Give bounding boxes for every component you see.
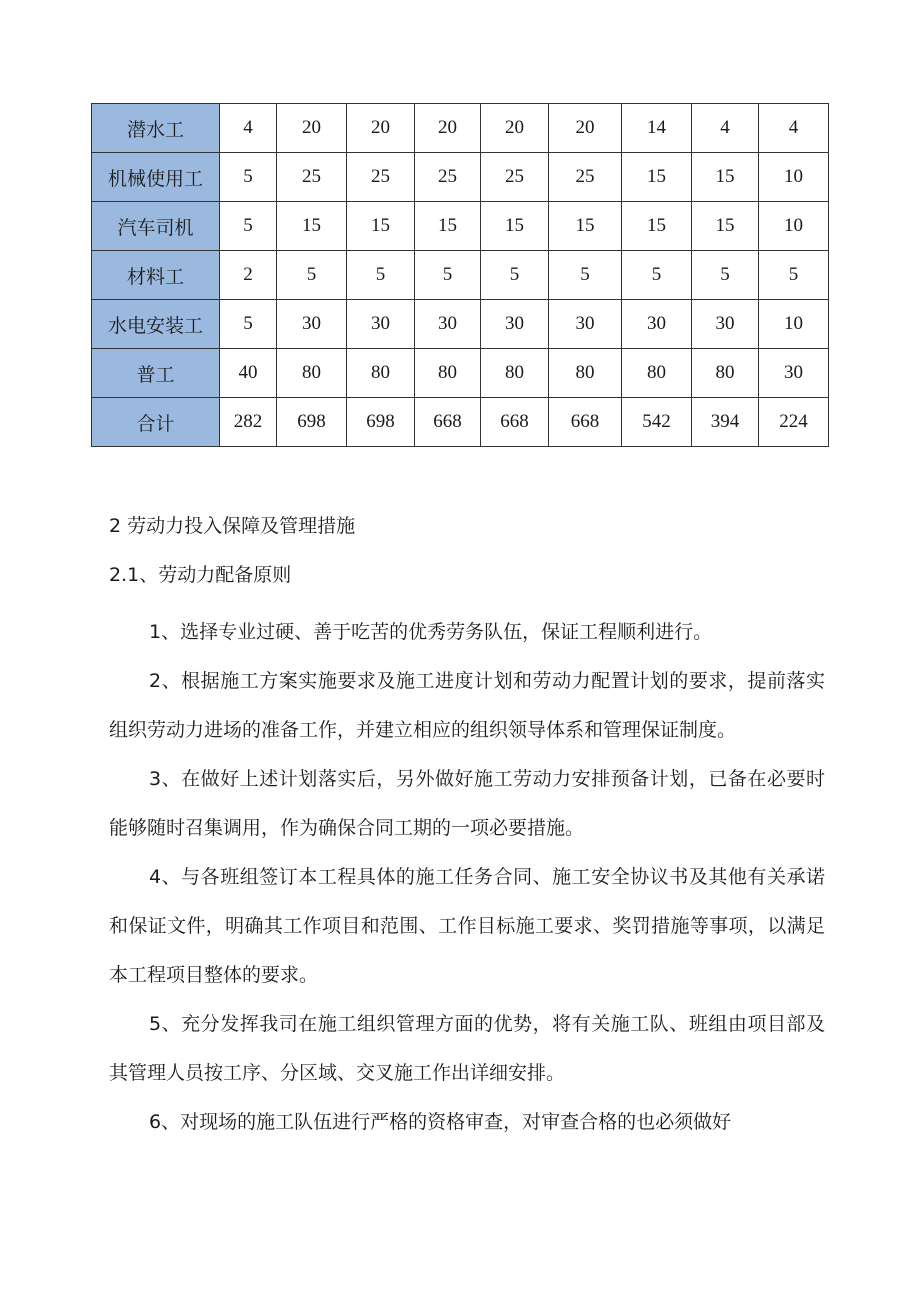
value-cell: 5 bbox=[220, 202, 277, 251]
value-cell: 25 bbox=[415, 153, 481, 202]
value-cell: 4 bbox=[759, 104, 829, 153]
value-cell: 15 bbox=[692, 202, 759, 251]
value-cell: 5 bbox=[622, 251, 692, 300]
value-cell: 5 bbox=[759, 251, 829, 300]
value-cell: 20 bbox=[277, 104, 347, 153]
value-cell: 2 bbox=[220, 251, 277, 300]
paragraph: 4、与各班组签订本工程具体的施工任务合同、施工安全协议书及其他有关承诺和保证文件，明确其工作项目和范围、工作目标施工要求、奖罚措施等事项，以满足本工程项目整体的要求。 bbox=[109, 866, 825, 986]
value-cell: 10 bbox=[759, 153, 829, 202]
body-text bbox=[109, 502, 825, 1147]
table-row bbox=[92, 300, 829, 349]
value-cell: 15 bbox=[622, 153, 692, 202]
row-label-cell: 机械使用工 bbox=[92, 153, 220, 202]
value-cell: 20 bbox=[481, 104, 549, 153]
row-label-cell: 潜水工 bbox=[92, 104, 220, 153]
value-cell: 25 bbox=[347, 153, 415, 202]
value-cell: 14 bbox=[622, 104, 692, 153]
value-cell: 15 bbox=[347, 202, 415, 251]
value-cell: 15 bbox=[415, 202, 481, 251]
table-row bbox=[92, 104, 829, 153]
value-cell: 15 bbox=[622, 202, 692, 251]
value-cell: 40 bbox=[220, 349, 277, 398]
value-cell: 5 bbox=[415, 251, 481, 300]
value-cell: 394 bbox=[692, 398, 759, 447]
value-cell: 30 bbox=[759, 349, 829, 398]
value-cell: 30 bbox=[622, 300, 692, 349]
table-row bbox=[92, 349, 829, 398]
value-cell: 80 bbox=[277, 349, 347, 398]
value-cell: 80 bbox=[481, 349, 549, 398]
value-cell: 542 bbox=[622, 398, 692, 447]
table-row bbox=[92, 251, 829, 300]
value-cell: 20 bbox=[415, 104, 481, 153]
paragraph: 5、充分发挥我司在施工组织管理方面的优势，将有关施工队、班组由项目部及其管理人员按工序、分区域、交叉施工作出详细安排。 bbox=[109, 1013, 825, 1084]
section-heading: 2 劳动力投入保障及管理措施 bbox=[109, 515, 356, 537]
value-cell: 25 bbox=[481, 153, 549, 202]
labor-table bbox=[91, 103, 829, 447]
value-cell: 80 bbox=[347, 349, 415, 398]
row-label-cell: 普工 bbox=[92, 349, 220, 398]
value-cell: 15 bbox=[692, 153, 759, 202]
value-cell: 30 bbox=[277, 300, 347, 349]
value-cell: 30 bbox=[692, 300, 759, 349]
table-row bbox=[92, 202, 829, 251]
paragraph: 2、根据施工方案实施要求及施工进度计划和劳动力配置计划的要求，提前落实组织劳动力进场的准备工作，并建立相应的组织领导体系和管理保证制度。 bbox=[109, 670, 825, 741]
value-cell: 15 bbox=[549, 202, 622, 251]
value-cell: 282 bbox=[220, 398, 277, 447]
value-cell: 668 bbox=[549, 398, 622, 447]
value-cell: 4 bbox=[220, 104, 277, 153]
value-cell: 15 bbox=[277, 202, 347, 251]
value-cell: 5 bbox=[549, 251, 622, 300]
value-cell: 80 bbox=[415, 349, 481, 398]
row-label-cell: 汽车司机 bbox=[92, 202, 220, 251]
paragraph: 3、在做好上述计划落实后，另外做好施工劳动力安排预备计划，已备在必要时能够随时召集调用，作为确保合同工期的一项必要措施。 bbox=[109, 768, 825, 839]
value-cell: 698 bbox=[347, 398, 415, 447]
paragraph: 6、对现场的施工队伍进行严格的资格审查，对审查合格的也必须做好 bbox=[149, 1111, 732, 1133]
table-row bbox=[92, 398, 829, 447]
value-cell: 698 bbox=[277, 398, 347, 447]
value-cell: 80 bbox=[549, 349, 622, 398]
value-cell: 10 bbox=[759, 202, 829, 251]
value-cell: 25 bbox=[549, 153, 622, 202]
value-cell: 10 bbox=[759, 300, 829, 349]
value-cell: 80 bbox=[622, 349, 692, 398]
value-cell: 20 bbox=[347, 104, 415, 153]
subsection-heading: 2.1、劳动力配备原则 bbox=[109, 564, 292, 586]
value-cell: 80 bbox=[692, 349, 759, 398]
row-label-cell: 合计 bbox=[92, 398, 220, 447]
value-cell: 5 bbox=[692, 251, 759, 300]
value-cell: 15 bbox=[481, 202, 549, 251]
row-label-cell: 水电安装工 bbox=[92, 300, 220, 349]
value-cell: 30 bbox=[415, 300, 481, 349]
value-cell: 30 bbox=[549, 300, 622, 349]
value-cell: 20 bbox=[549, 104, 622, 153]
value-cell: 5 bbox=[277, 251, 347, 300]
table-row bbox=[92, 153, 829, 202]
value-cell: 5 bbox=[220, 300, 277, 349]
value-cell: 668 bbox=[415, 398, 481, 447]
value-cell: 224 bbox=[759, 398, 829, 447]
labor-table-body bbox=[92, 104, 829, 447]
value-cell: 4 bbox=[692, 104, 759, 153]
value-cell: 668 bbox=[481, 398, 549, 447]
paragraph: 1、选择专业过硬、善于吃苦的优秀劳务队伍，保证工程顺利进行。 bbox=[149, 621, 713, 643]
value-cell: 5 bbox=[347, 251, 415, 300]
value-cell: 5 bbox=[220, 153, 277, 202]
row-label-cell: 材料工 bbox=[92, 251, 220, 300]
value-cell: 5 bbox=[481, 251, 549, 300]
value-cell: 30 bbox=[347, 300, 415, 349]
value-cell: 25 bbox=[277, 153, 347, 202]
value-cell: 30 bbox=[481, 300, 549, 349]
